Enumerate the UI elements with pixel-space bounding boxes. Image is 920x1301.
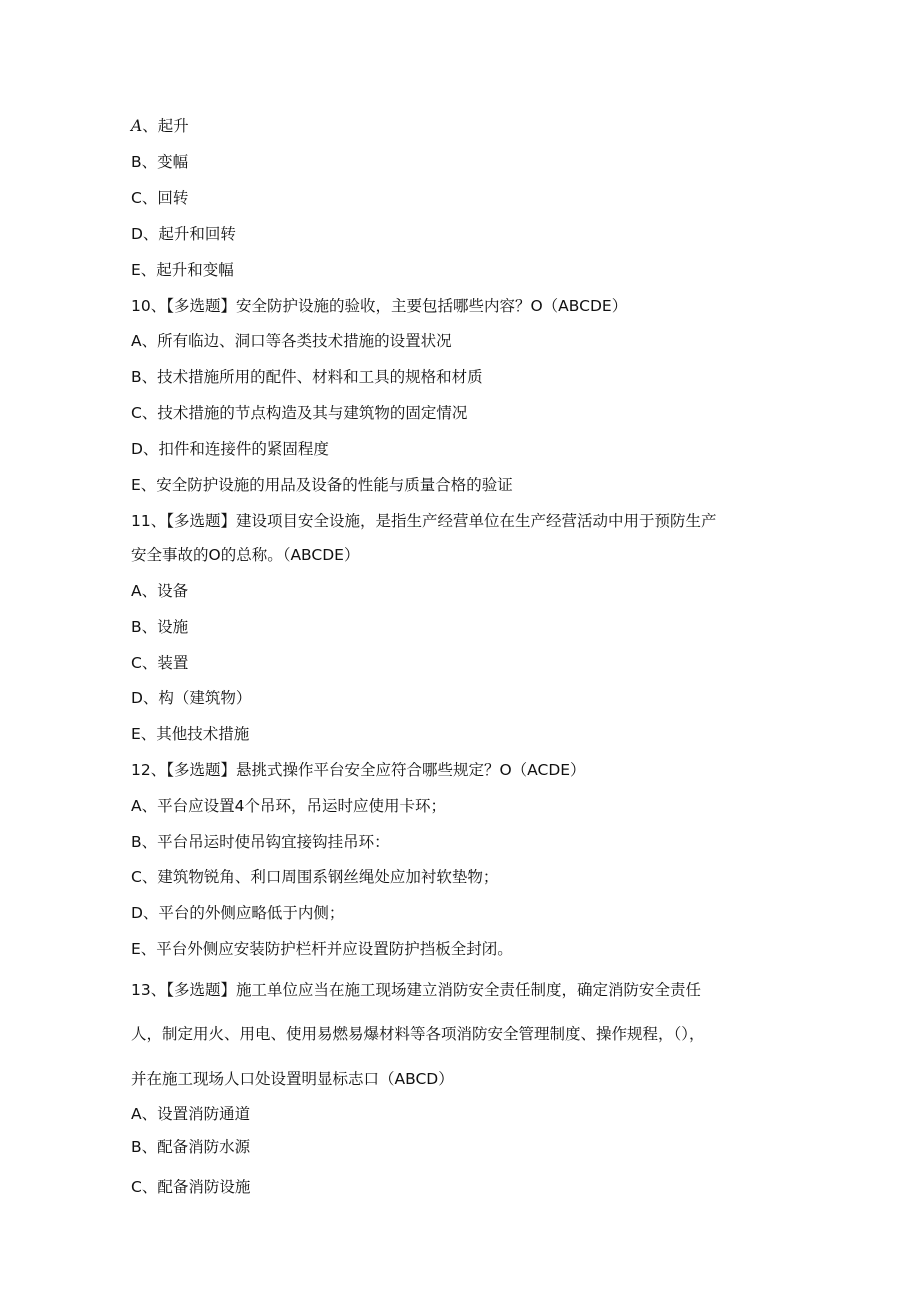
option-text: 、起升 [142,117,189,135]
q12-option-e: E、平台外侧应安装防护栏杆并应设置防护挡板全封闭。 [131,940,513,958]
question-11-line1: 11、【多选题】建设项目安全设施，是指生产经营单位在生产经营活动中用于预防生产 [131,512,717,530]
q11-option-b: B、设施 [131,618,189,636]
q10-option-d: D、扣件和连接件的紧固程度 [131,440,329,458]
question-13-line2: 人，制定用火、用电、使用易燃易爆材料等各项消防安全管理制度、操作规程，（）， [131,1025,705,1043]
q12-option-b: B、平台吊运时使吊钩宜接钩挂吊环： [131,833,390,851]
option-b-luffing: B、变幅 [131,153,189,171]
option-c-slewing: C、回转 [131,189,189,207]
q11-option-d: D、构（建筑物） [131,689,252,707]
q13-option-c: C、配备消防设施 [131,1178,251,1196]
q12-option-d: D、平台的外侧应略低于内侧； [131,904,345,922]
q10-option-b: B、技术措施所用的配件、材料和工具的规格和材质 [131,368,483,386]
question-13-line3: 并在施工现场人口处设置明显标志口（ABCD） [131,1070,454,1088]
option-a-lifting [131,116,189,136]
question-12: 12、【多选题】悬挑式操作平台安全应符合哪些规定？O（ACDE） [131,761,586,779]
option-letter: A [131,117,143,135]
option-e-lifting-luffing: E、起升和变幅 [131,261,234,279]
q10-option-c: C、技术措施的节点构造及其与建筑物的固定情况 [131,404,468,422]
option-d-lifting-slewing: D、起升和回转 [131,225,236,243]
q13-option-a: A、设置消防通道 [131,1105,251,1123]
question-10: 10、【多选题】安全防护设施的验收，主要包括哪些内容？O（ABCDE） [131,297,628,315]
question-11-line2: 安全事故的O的总称。（ABCDE） [131,546,360,564]
q10-option-e: E、安全防护设施的用品及设备的性能与质量合格的验证 [131,476,513,494]
q11-option-e: E、其他技术措施 [131,725,250,743]
q10-option-a: A、所有临边、洞口等各类技术措施的设置状况 [131,332,452,350]
q12-option-c: C、建筑物锐角、利口周围系钢丝绳处应加衬软垫物； [131,868,499,886]
q11-option-a: A、设备 [131,582,189,600]
question-13-line1: 13、【多选题】施工单位应当在施工现场建立消防安全责任制度，确定消防安全责任 [131,981,701,999]
q13-option-b: B、配备消防水源 [131,1138,251,1156]
q11-option-c: C、装置 [131,654,189,672]
q12-option-a: A、平台应设置4个吊环，吊运时应使用卡环； [131,797,446,815]
